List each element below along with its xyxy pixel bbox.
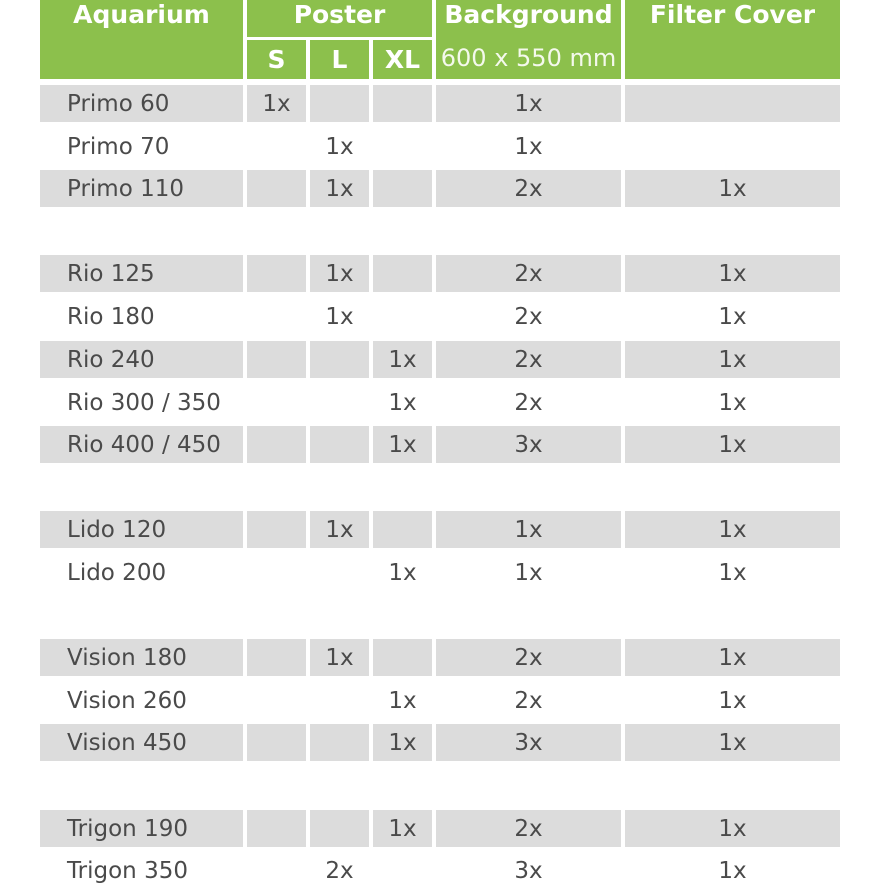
cell-background: 1x (436, 511, 621, 548)
cell-poster-s (247, 341, 306, 378)
cell-poster-xl: 1x (388, 687, 417, 714)
cell-background: 2x (436, 639, 621, 676)
cell-poster-xl (373, 128, 432, 165)
cell-background: 1x (514, 133, 543, 160)
cell-poster-xl (373, 298, 432, 335)
cell-background: 2x (436, 170, 621, 207)
cell-poster-s (247, 170, 306, 207)
cell-poster-s (247, 255, 306, 292)
cell-poster-l (310, 384, 369, 421)
cell-filter-cover: 1x (625, 341, 840, 378)
cell-poster-l: 1x (310, 255, 369, 292)
cell-filter-cover (625, 85, 840, 122)
table-row (40, 810, 840, 847)
cell-filter-cover: 1x (625, 426, 840, 463)
cell-poster-xl: 1x (388, 389, 417, 416)
cell-aquarium: Rio 125 (40, 255, 243, 292)
table-row (40, 511, 840, 548)
cell-poster-l: 1x (310, 170, 369, 207)
header-background-size: 600 x 550 mm (436, 37, 621, 79)
cell-background: 3x (514, 857, 543, 884)
cell-poster-s (247, 639, 306, 676)
header-poster-s: S (247, 40, 306, 79)
cell-background: 2x (514, 687, 543, 714)
cell-aquarium: Primo 70 (67, 133, 170, 160)
cell-filter-cover: 1x (625, 724, 840, 761)
cell-poster-l: 1x (325, 303, 354, 330)
cell-aquarium: Vision 260 (67, 687, 187, 714)
cell-poster-l (310, 810, 369, 847)
table-row (40, 554, 840, 591)
cell-background: 2x (514, 303, 543, 330)
cell-aquarium: Rio 300 / 350 (67, 389, 221, 416)
cell-poster-s: 1x (247, 85, 306, 122)
cell-aquarium: Lido 200 (67, 559, 167, 586)
table-row (40, 426, 840, 463)
cell-poster-xl: 1x (373, 341, 432, 378)
cell-background: 2x (436, 341, 621, 378)
cell-poster-l: 2x (325, 857, 354, 884)
header-poster-xl: XL (373, 40, 432, 79)
cell-filter-cover: 1x (625, 639, 840, 676)
cell-poster-xl (373, 852, 432, 889)
cell-poster-s (247, 682, 306, 719)
cell-aquarium: Rio 240 (40, 341, 243, 378)
table-row (40, 255, 840, 292)
cell-aquarium: Trigon 190 (40, 810, 243, 847)
cell-aquarium: Rio 400 / 450 (40, 426, 243, 463)
cell-poster-xl: 1x (373, 426, 432, 463)
cell-background: 1x (514, 559, 543, 586)
cell-poster-s (247, 554, 306, 591)
header-poster: Poster (247, 0, 432, 37)
cell-poster-l (310, 85, 369, 122)
cell-poster-l: 1x (310, 511, 369, 548)
cell-aquarium: Trigon 350 (67, 857, 188, 884)
cell-background: 3x (436, 426, 621, 463)
cell-aquarium: Primo 60 (40, 85, 243, 122)
header-aquarium: Aquarium (40, 0, 243, 79)
cell-aquarium: Lido 120 (40, 511, 243, 548)
cell-aquarium: Rio 180 (67, 303, 155, 330)
table-row (40, 682, 840, 719)
cell-filter-cover: 1x (718, 687, 747, 714)
cell-aquarium: Vision 450 (40, 724, 243, 761)
cell-poster-s (247, 426, 306, 463)
cell-background: 1x (436, 85, 621, 122)
cell-poster-xl (373, 639, 432, 676)
cell-poster-xl: 1x (373, 724, 432, 761)
header-filter-cover: Filter Cover (625, 0, 840, 79)
cell-poster-s (247, 298, 306, 335)
cell-aquarium: Primo 110 (40, 170, 243, 207)
cell-filter-cover: 1x (718, 303, 747, 330)
cell-poster-l (310, 554, 369, 591)
cell-poster-xl (373, 85, 432, 122)
cell-poster-s (247, 724, 306, 761)
cell-filter-cover: 1x (718, 857, 747, 884)
cell-filter-cover: 1x (718, 559, 747, 586)
cell-poster-xl (373, 170, 432, 207)
cell-filter-cover: 1x (625, 170, 840, 207)
table-row (40, 85, 840, 122)
header-poster-l: L (310, 40, 369, 79)
cell-poster-l: 1x (325, 133, 354, 160)
cell-poster-xl (373, 511, 432, 548)
cell-background: 2x (514, 389, 543, 416)
table-row (40, 639, 840, 676)
cell-background: 2x (436, 255, 621, 292)
cell-poster-l (310, 426, 369, 463)
table-row (40, 298, 840, 335)
table-row (40, 724, 840, 761)
cell-poster-l: 1x (310, 639, 369, 676)
cell-filter-cover: 1x (718, 389, 747, 416)
cell-poster-s (247, 384, 306, 421)
cell-poster-s (247, 128, 306, 165)
cell-poster-s (247, 852, 306, 889)
cell-filter-cover: 1x (625, 810, 840, 847)
cell-poster-xl: 1x (373, 810, 432, 847)
cell-filter-cover (625, 128, 840, 165)
cell-poster-s (247, 810, 306, 847)
table-row (40, 384, 840, 421)
table-row (40, 852, 840, 889)
cell-filter-cover: 1x (625, 255, 840, 292)
table-row (40, 128, 840, 165)
cell-poster-l (310, 724, 369, 761)
cell-aquarium: Vision 180 (40, 639, 243, 676)
table-row (40, 170, 840, 207)
cell-poster-xl: 1x (388, 559, 417, 586)
cell-poster-s (247, 511, 306, 548)
cell-poster-l (310, 341, 369, 378)
table-row (40, 341, 840, 378)
cell-background: 2x (436, 810, 621, 847)
cell-background: 3x (436, 724, 621, 761)
cell-poster-xl (373, 255, 432, 292)
cell-poster-l (310, 682, 369, 719)
header-background: Background (436, 0, 621, 37)
cell-filter-cover: 1x (625, 511, 840, 548)
